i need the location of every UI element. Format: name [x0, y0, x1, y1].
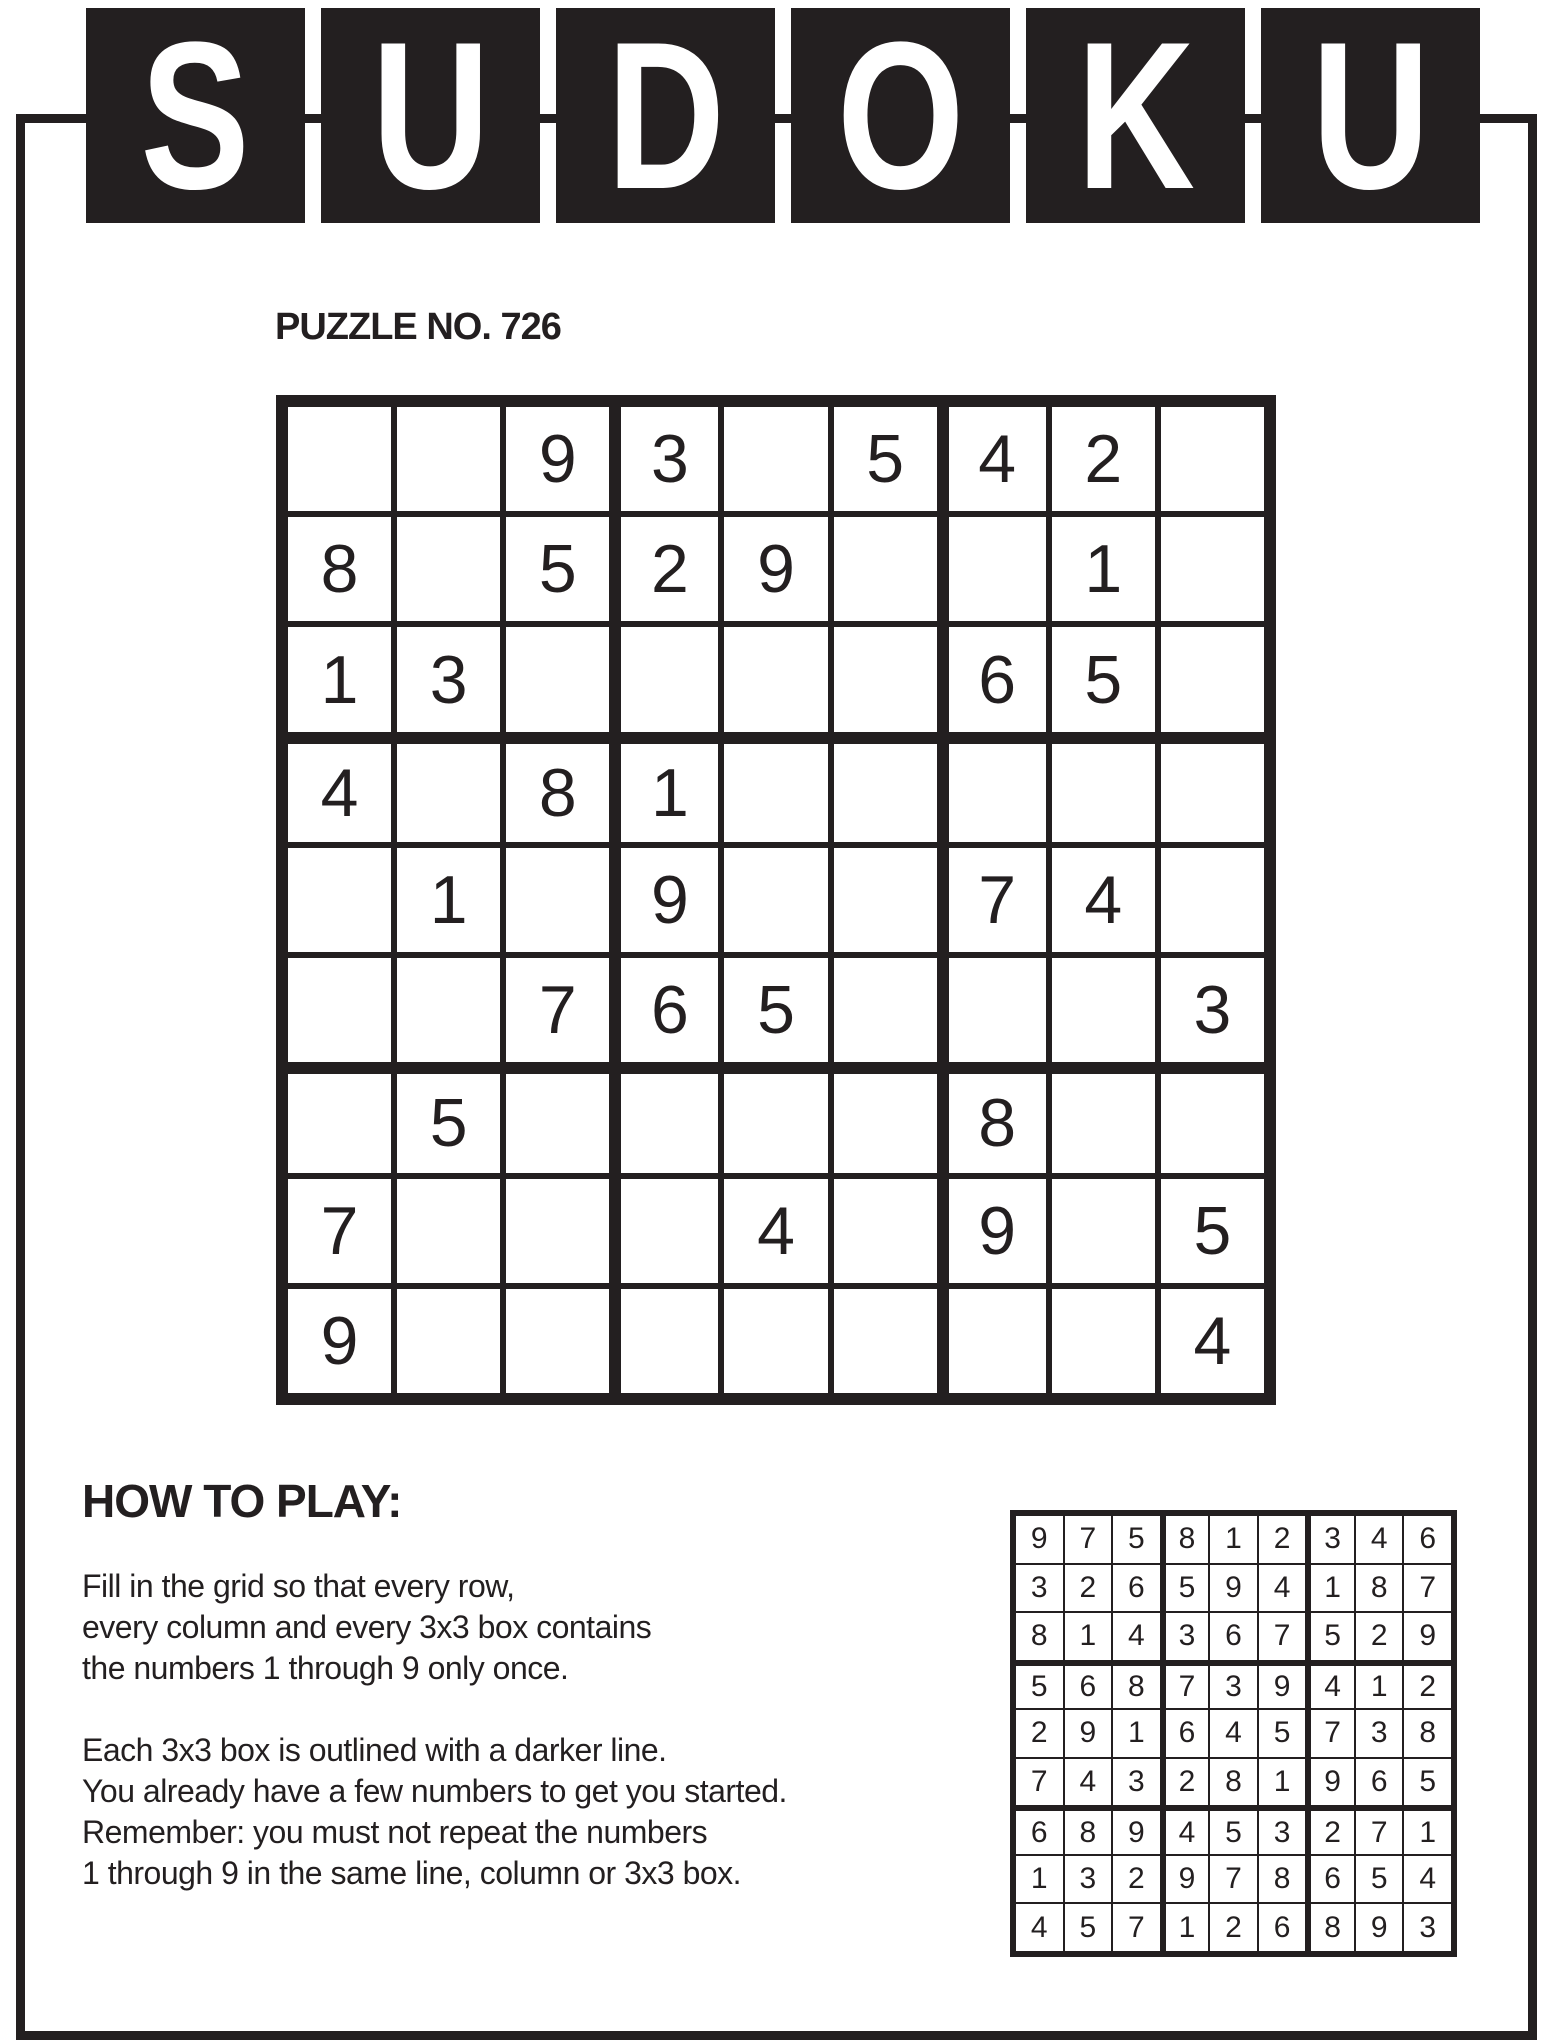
solution-cell: 6	[1259, 1904, 1306, 1951]
solution-cell: 3	[1311, 1516, 1354, 1563]
title-tile	[791, 0, 1010, 233]
puzzle-cell[interactable]	[834, 744, 937, 842]
solution-cell: 4	[1311, 1666, 1354, 1709]
puzzle-cell[interactable]	[834, 517, 937, 621]
puzzle-cell: 1	[288, 627, 391, 731]
puzzle-cell: 4	[724, 1179, 827, 1283]
title-tile	[321, 0, 540, 233]
instruction-line: Each 3x3 box is outlined with a darker line.	[82, 1732, 667, 1768]
solution-cell: 9	[1311, 1759, 1354, 1806]
puzzle-cell[interactable]	[1161, 1074, 1264, 1172]
puzzle-cell: 1	[397, 848, 500, 952]
puzzle-cell: 4	[288, 744, 391, 842]
puzzle-cell[interactable]	[724, 744, 827, 842]
puzzle-cell[interactable]	[397, 744, 500, 842]
solution-cell: 2	[1404, 1666, 1451, 1709]
puzzle-cell: 4	[949, 407, 1046, 511]
solution-cell: 6	[1016, 1811, 1063, 1854]
puzzle-cell: 6	[621, 958, 718, 1062]
puzzle-cell: 6	[949, 627, 1046, 731]
puzzle-cell: 5	[506, 517, 609, 621]
puzzle-cell[interactable]	[397, 1289, 500, 1393]
solution-cell: 5	[1016, 1666, 1063, 1709]
solution-cell: 7	[1259, 1613, 1306, 1660]
solution-cell: 9	[1065, 1710, 1112, 1757]
puzzle-cell[interactable]	[1052, 1074, 1155, 1172]
solution-cell: 4	[1259, 1565, 1306, 1612]
puzzle-cell[interactable]	[949, 1289, 1046, 1393]
solution-cell: 7	[1016, 1759, 1063, 1806]
puzzle-cell: 3	[621, 407, 718, 511]
puzzle-cell: 5	[834, 407, 937, 511]
puzzle-cell: 9	[621, 848, 718, 952]
solution-cell: 1	[1065, 1613, 1112, 1660]
puzzle-cell[interactable]	[506, 627, 609, 731]
solution-cell: 2	[1166, 1759, 1209, 1806]
puzzle-cell: 3	[1161, 958, 1264, 1062]
solution-cell: 5	[1166, 1565, 1209, 1612]
solution-cell: 6	[1065, 1666, 1112, 1709]
solution-cell: 9	[1404, 1613, 1451, 1660]
solution-cell: 7	[1210, 1856, 1257, 1903]
puzzle-cell[interactable]	[834, 627, 937, 731]
puzzle-cell[interactable]	[397, 1179, 500, 1283]
how-to-play-heading: HOW TO PLAY:	[82, 1475, 402, 1527]
puzzle-cell[interactable]	[288, 1074, 391, 1172]
solution-cell: 4	[1210, 1710, 1257, 1757]
solution-cell: 4	[1113, 1613, 1160, 1660]
solution-cell: 9	[1210, 1565, 1257, 1612]
puzzle-cell: 5	[724, 958, 827, 1062]
puzzle-cell[interactable]	[724, 627, 827, 731]
puzzle-cell: 5	[1052, 627, 1155, 731]
solution-cell: 1	[1166, 1904, 1209, 1951]
puzzle-cell: 9	[506, 407, 609, 511]
puzzle-cell[interactable]	[397, 407, 500, 511]
solution-cell: 4	[1065, 1759, 1112, 1806]
solution-cell: 9	[1113, 1811, 1160, 1854]
solution-cell: 8	[1404, 1710, 1451, 1757]
solution-cell: 4	[1356, 1516, 1403, 1563]
solution-cell: 7	[1113, 1904, 1160, 1951]
solution-cell: 6	[1404, 1516, 1451, 1563]
how-to-play-instructions	[82, 1566, 787, 1935]
solution-cell: 2	[1113, 1856, 1160, 1903]
puzzle-cell[interactable]	[1161, 517, 1264, 621]
puzzle-cell: 4	[1052, 848, 1155, 952]
title-letter: U	[371, 0, 490, 233]
puzzle-cell[interactable]	[724, 1074, 827, 1172]
solution-cell: 5	[1311, 1613, 1354, 1660]
solution-cell: 7	[1166, 1666, 1209, 1709]
puzzle-grid	[276, 395, 1276, 1405]
solution-cell: 6	[1311, 1856, 1354, 1903]
solution-cell: 1	[1210, 1516, 1257, 1563]
solution-cell: 5	[1404, 1759, 1451, 1806]
instruction-line: Remember: you must not repeat the numbers	[82, 1814, 708, 1850]
solution-cell: 2	[1016, 1710, 1063, 1757]
solution-cell: 2	[1065, 1565, 1112, 1612]
title-tile	[1026, 0, 1245, 233]
solution-cell: 3	[1113, 1759, 1160, 1806]
solution-cell: 9	[1259, 1666, 1306, 1709]
solution-cell: 8	[1113, 1666, 1160, 1709]
puzzle-cell: 8	[288, 517, 391, 621]
puzzle-cell[interactable]	[1161, 848, 1264, 952]
title-letter: S	[140, 0, 251, 233]
solution-cell: 5	[1356, 1856, 1403, 1903]
puzzle-cell[interactable]	[724, 1289, 827, 1393]
solution-cell: 5	[1210, 1811, 1257, 1854]
solution-cell: 1	[1356, 1666, 1403, 1709]
solution-cell: 3	[1404, 1904, 1451, 1951]
solution-cell: 1	[1311, 1565, 1354, 1612]
solution-cell: 8	[1210, 1759, 1257, 1806]
puzzle-cell: 3	[397, 627, 500, 731]
puzzle-cell[interactable]	[834, 958, 937, 1062]
puzzle-cell[interactable]	[834, 1289, 937, 1393]
solution-cell: 1	[1259, 1759, 1306, 1806]
puzzle-cell[interactable]	[506, 848, 609, 952]
solution-cell: 6	[1166, 1710, 1209, 1757]
puzzle-cell: 8	[949, 1074, 1046, 1172]
puzzle-cell[interactable]	[724, 407, 827, 511]
puzzle-cell: 7	[506, 958, 609, 1062]
puzzle-cell[interactable]	[506, 1074, 609, 1172]
instruction-line: every column and every 3x3 box contains	[82, 1609, 652, 1645]
solution-cell: 4	[1016, 1904, 1063, 1951]
title-letter: O	[836, 0, 965, 233]
puzzle-cell: 1	[1052, 517, 1155, 621]
puzzle-cell[interactable]	[1052, 744, 1155, 842]
solution-cell: 4	[1166, 1811, 1209, 1854]
puzzle-cell[interactable]	[1052, 958, 1155, 1062]
title-tile	[1261, 0, 1480, 233]
puzzle-cell[interactable]	[949, 517, 1046, 621]
puzzle-cell: 2	[621, 517, 718, 621]
puzzle-cell[interactable]	[621, 1074, 718, 1172]
puzzle-cell[interactable]	[834, 1074, 937, 1172]
puzzle-cell: 9	[949, 1179, 1046, 1283]
solution-cell: 3	[1166, 1613, 1209, 1660]
puzzle-cell: 2	[1052, 407, 1155, 511]
solution-cell: 8	[1259, 1856, 1306, 1903]
solution-cell: 6	[1210, 1613, 1257, 1660]
solution-cell: 6	[1113, 1565, 1160, 1612]
puzzle-cell: 9	[724, 517, 827, 621]
solution-grid	[1010, 1510, 1457, 1957]
puzzle-number: PUZZLE NO. 726	[275, 306, 561, 348]
puzzle-cell: 8	[506, 744, 609, 842]
puzzle-cell[interactable]	[949, 744, 1046, 842]
solution-cell: 1	[1113, 1710, 1160, 1757]
solution-cell: 6	[1356, 1759, 1403, 1806]
title-letter: D	[606, 0, 725, 233]
puzzle-cell: 4	[1161, 1289, 1264, 1393]
solution-cell: 8	[1311, 1904, 1354, 1951]
puzzle-cell: 7	[288, 1179, 391, 1283]
solution-cell: 5	[1259, 1710, 1306, 1757]
puzzle-cell[interactable]	[724, 848, 827, 952]
puzzle-cell[interactable]	[1161, 627, 1264, 731]
puzzle-cell: 9	[288, 1289, 391, 1393]
solution-cell: 3	[1356, 1710, 1403, 1757]
title-tile	[556, 0, 775, 233]
title-tile	[86, 0, 305, 233]
puzzle-cell[interactable]	[288, 848, 391, 952]
puzzle-cell[interactable]	[1161, 407, 1264, 511]
puzzle-cell[interactable]	[397, 958, 500, 1062]
solution-cell: 8	[1356, 1565, 1403, 1612]
instruction-line: You already have a few numbers to get you started.	[82, 1773, 787, 1809]
solution-cell: 9	[1016, 1516, 1063, 1563]
puzzle-cell[interactable]	[621, 1179, 718, 1283]
solution-cell: 7	[1404, 1565, 1451, 1612]
puzzle-cell[interactable]	[1052, 1289, 1155, 1393]
title-letter: K	[1076, 0, 1195, 233]
puzzle-cell[interactable]	[621, 1289, 718, 1393]
solution-cell: 4	[1404, 1856, 1451, 1903]
puzzle-cell[interactable]	[1161, 744, 1264, 842]
solution-cell: 5	[1113, 1516, 1160, 1563]
solution-cell: 3	[1016, 1565, 1063, 1612]
sudoku-title	[86, 0, 1480, 233]
solution-cell: 9	[1166, 1856, 1209, 1903]
solution-cell: 2	[1311, 1811, 1354, 1854]
instruction-line: the numbers 1 through 9 only once.	[82, 1650, 569, 1686]
puzzle-cell[interactable]	[834, 848, 937, 952]
solution-cell: 8	[1016, 1613, 1063, 1660]
puzzle-cell[interactable]	[288, 407, 391, 511]
instruction-line: Fill in the grid so that every row,	[82, 1568, 515, 1604]
puzzle-cell[interactable]	[621, 627, 718, 731]
instruction-line: 1 through 9 in the same line, column or 3x3 box.	[82, 1855, 742, 1891]
puzzle-cell[interactable]	[834, 1179, 937, 1283]
puzzle-cell[interactable]	[506, 1289, 609, 1393]
solution-cell: 8	[1065, 1811, 1112, 1854]
instructions-paragraph-1	[82, 1566, 787, 1689]
solution-cell: 1	[1404, 1811, 1451, 1854]
puzzle-cell[interactable]	[397, 517, 500, 621]
solution-cell: 2	[1259, 1516, 1306, 1563]
solution-cell: 3	[1210, 1666, 1257, 1709]
puzzle-cell: 5	[397, 1074, 500, 1172]
solution-cell: 3	[1259, 1811, 1306, 1854]
puzzle-cell: 5	[1161, 1179, 1264, 1283]
solution-cell: 5	[1065, 1904, 1112, 1951]
solution-cell: 3	[1065, 1856, 1112, 1903]
solution-cell: 8	[1166, 1516, 1209, 1563]
solution-cell: 9	[1356, 1904, 1403, 1951]
solution-cell: 7	[1311, 1710, 1354, 1757]
instructions-paragraph-2	[82, 1730, 787, 1894]
puzzle-cell[interactable]	[506, 1179, 609, 1283]
solution-cell: 1	[1016, 1856, 1063, 1903]
puzzle-cell[interactable]	[1052, 1179, 1155, 1283]
title-letter: U	[1311, 0, 1430, 233]
puzzle-cell: 1	[621, 744, 718, 842]
puzzle-cell: 7	[949, 848, 1046, 952]
solution-cell: 2	[1210, 1904, 1257, 1951]
puzzle-cell[interactable]	[288, 958, 391, 1062]
puzzle-cell[interactable]	[949, 958, 1046, 1062]
solution-cell: 7	[1065, 1516, 1112, 1563]
solution-cell: 2	[1356, 1613, 1403, 1660]
solution-cell: 7	[1356, 1811, 1403, 1854]
